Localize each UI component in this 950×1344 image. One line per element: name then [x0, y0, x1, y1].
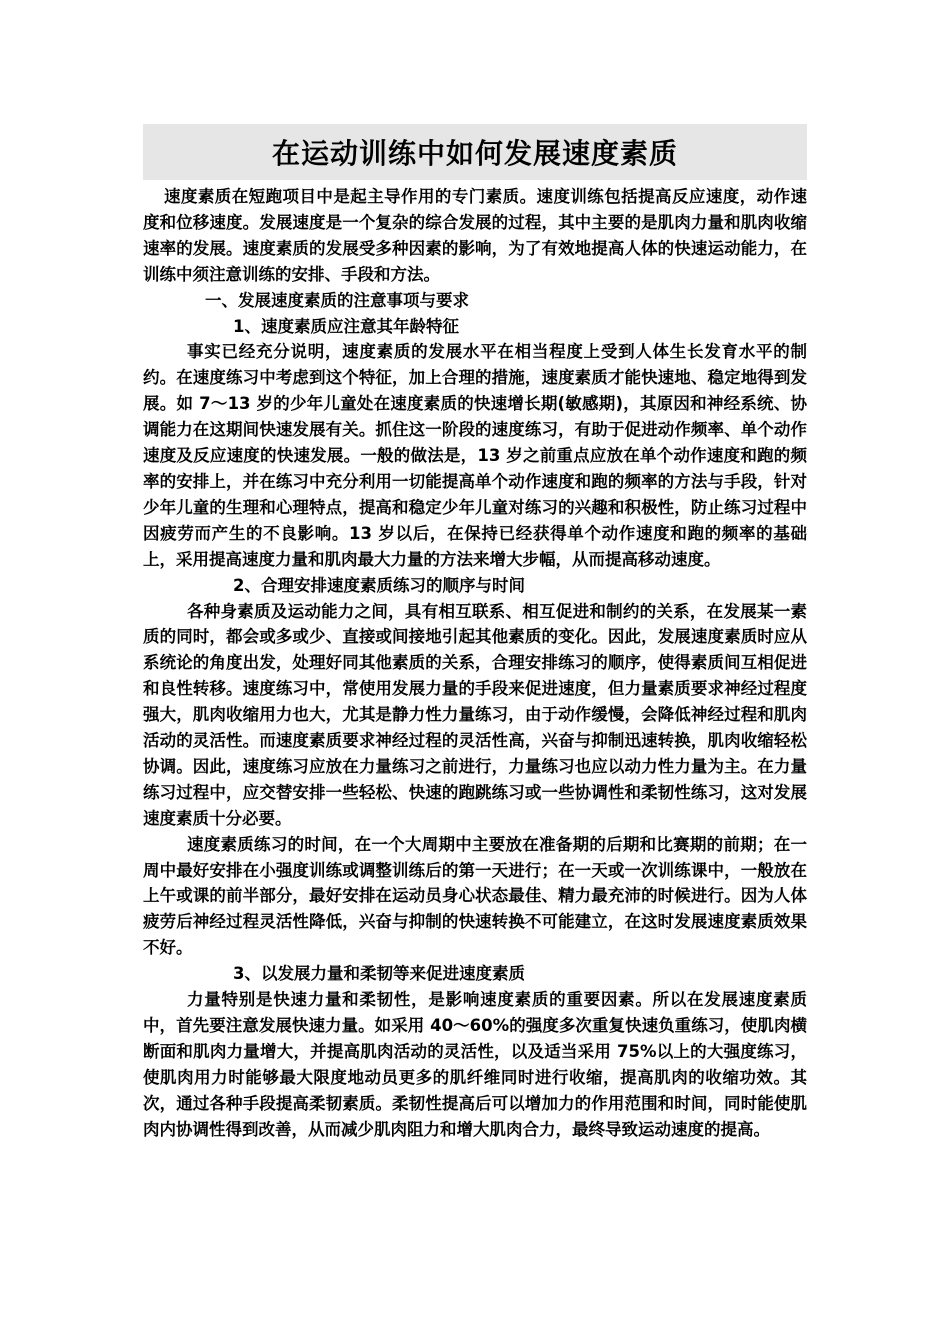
subsection-3-heading: 3、以发展力量和柔韧等来促进速度素质: [233, 964, 525, 984]
subsection-2-paragraph-2: 速度素质练习的时间，在一个大周期中主要放在准备期的后期和比赛期的前期；在一周中最好安排在小强度训练或调整训练后的第一天进行；在一天或一次训练课中，一般放在上午或课的前半部分，最好安排在运动员身心状态最佳、精力最充沛的时候进行。因为人体疲劳后神经过程灵活性降低，兴奋与抑制的快速转换不可能建立，在这时发展速度素质效果不好。: [143, 834, 807, 958]
subsection-2-heading: 2、合理安排速度素质练习的顺序与时间: [233, 575, 525, 595]
title-banner: [143, 124, 807, 180]
intro-paragraph: 速度素质在短跑项目中是起主导作用的专门素质。速度训练包括提高反应速度，动作速度和位移速度。发展速度是一个复杂的综合发展的过程，其中主要的是肌肉力量和肌肉收缩速率的发展。速度素质的发展受多种因素的影响，为了有效地提高人体的快速运动能力，在训练中须注意训练的安排、手段和方法。: [143, 187, 807, 284]
subsection-2-paragraph-1: 各种身素质及运动能力之间，具有相互联系、相互促进和制约的关系，在发展某一素质的同时，都会或多或少、直接或间接地引起其他素质的变化。因此，发展速度素质时应从系统论的角度出发，处理好同其他素质的关系，合理安排练习的顺序，使得素质间互相促进和良性转移。速度练习中，常使用发展力量的手段来促进速度，但力量素质要求神经过程度强大，肌肉收缩用力也大，尤其是静力性力量练习，由于动作缓慢，会降低神经过程和肌肉活动的灵活性。而速度素质要求神经过程的灵活性高，兴奋与抑制迅速转换，肌肉收缩轻松协调。因此，速度练习应放在力量练习之前进行，力量练习也应以动力性力量为主。在力量练习过程中，应交替安排一些轻松、快速的跑跳练习或一些协调性和柔韧性练习，这对发展速度素质十分必要。: [143, 601, 807, 828]
document-title: 在运动训练中如何发展速度素质: [271, 137, 678, 170]
subsection-1-heading: 1、速度素质应注意其年龄特征: [233, 316, 459, 336]
subsection-1-paragraph: 事实已经充分说明，速度素质的发展水平在相当程度上受到人体生长发育水平的制约。在速度练习中考虑到这个特征，加上合理的措施，速度素质才能快速地、稳定地得到发展。如 7～13 岁的少年儿童处在速度素质的快速增长期(敏感期)，其原因和神经系统、协调能力在这期间快速发展有关。抓住这一阶段的速度练习，有助于促进动作频率、单个动作速度及反应速度的快速发展。一般的做法是，13 岁之前重点应放在单个动作速度和跑的频率的安排上，并在练习中充分利用一切能提高单个动作速度和跑的频率的方法与手段，针对少年儿童的生理和心理特点，提高和稳定少年儿童对练习的兴趣和积极性，防止练习过程中因疲劳而产生的不良影响。13 岁以后，在保持已经获得单个动作速度和跑的频率的基础上，采用提高速度力量和肌肉最大力量的方法来增大步幅，从而提高移动速度。: [143, 342, 807, 569]
subsection-3-paragraph: 力量特别是快速力量和柔韧性，是影响速度素质的重要因素。所以在发展速度素质中，首先要注意发展快速力量。如采用 40～60%的强度多次重复快速负重练习，使肌肉横断面和肌肉力量增大，并提高肌肉活动的灵活性，以及适当采用 75%以上的大强度练习，使肌肉用力时能够最大限度地动员更多的肌纤维同时进行收缩，提高肌肉的收缩功效。其次，通过各种手段提高柔韧素质。柔韧性提高后可以增加力的作用范围和时间，同时能使肌肉内协调性得到改善，从而减少肌肉阻力和增大肌肉合力，最终导致运动速度的提高。: [143, 990, 807, 1139]
document-body: [143, 184, 807, 1143]
section-1-heading: 一、发展速度素质的注意事项与要求: [205, 290, 469, 310]
document-page: [143, 124, 807, 1143]
